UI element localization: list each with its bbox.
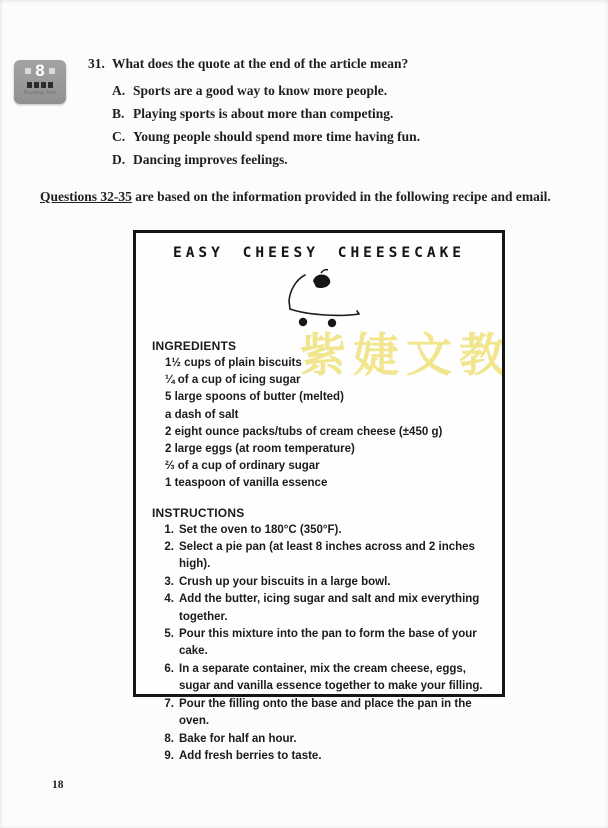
answer-option: [112, 102, 568, 125]
instruction-text: Select a pie pan (at least 8 inches across and 2 inches high).: [179, 541, 475, 571]
ingredient-item: 1½ cups of plain biscuits: [165, 357, 302, 369]
instruction-text: Pour the filling onto the base and place the pan in the oven.: [179, 697, 472, 728]
instruction-number: 9.: [164, 749, 174, 762]
instructions-list: [152, 522, 488, 766]
section-intro: [40, 182, 570, 211]
chapter-number: 8: [35, 61, 45, 80]
instruction-text: Crush up your biscuits in a large bowl.: [179, 575, 391, 588]
option-text: Sports are a good way to know more people.: [133, 83, 388, 98]
instruction-text: Pour this mixture into the pan to form the base of your cake.: [179, 628, 477, 658]
instruction-item: [158, 539, 488, 574]
ingredient-item: ¼ of a cup of icing sugar: [165, 374, 301, 387]
option-text: Playing sports is about more than competing.: [133, 106, 394, 121]
instruction-number: 4.: [164, 593, 174, 606]
instruction-number: 2.: [164, 541, 174, 554]
ingredient-item: 5 large spoons of butter (melted): [165, 391, 344, 404]
instruction-item: [158, 574, 488, 591]
intro-rest: are based on the information provided in the following recipe and email.: [131, 189, 551, 204]
instruction-item: [158, 661, 488, 696]
instruction-number: 7.: [164, 697, 174, 710]
instruction-number: 3.: [164, 575, 174, 588]
publisher-watermark: 紫婕文教: [300, 328, 512, 382]
instruction-text: Add fresh berries to taste.: [179, 749, 322, 762]
instruction-item: [158, 731, 488, 748]
answer-option: [112, 79, 568, 102]
instruction-item: [158, 626, 488, 661]
answer-options: [112, 79, 568, 171]
instruction-item: [158, 696, 488, 731]
instruction-number: 8.: [164, 732, 174, 745]
instruction-item: [158, 591, 488, 626]
recipe-title: EASY CHEESY CHEESECAKE: [172, 245, 466, 261]
instruction-number: 6.: [164, 662, 174, 675]
option-label: C.: [112, 129, 126, 144]
badge-subtitle: Reading Test: [23, 90, 57, 96]
option-label: D.: [112, 152, 126, 167]
answer-option: [112, 148, 568, 171]
instructions-header: INSTRUCTIONS: [152, 505, 245, 520]
option-label: A.: [112, 83, 126, 98]
question-number: 31.: [88, 56, 105, 71]
cheesecake-sketch-icon: [136, 265, 502, 335]
ingredient-item: 2 eight ounce packs/tubs of cream cheese (±450 g): [165, 425, 443, 438]
question-text: What does the quote at the end of the article mean?: [112, 56, 409, 71]
ingredients-header: INGREDIENTS: [152, 339, 237, 353]
option-text: Dancing improves feelings.: [133, 152, 288, 167]
badge-deco-left: [25, 68, 31, 74]
instruction-number: 1.: [164, 523, 174, 536]
option-label: B.: [112, 106, 125, 121]
instruction-item: [158, 522, 488, 539]
ingredient-item: ⅔ of a cup of ordinary sugar: [165, 460, 320, 473]
badge-deco-right: [49, 68, 55, 74]
chapter-badge: [14, 60, 66, 104]
questions-range: Questions 32-35: [40, 189, 132, 204]
instruction-text: Set the oven to 180°C (350°F).: [179, 523, 342, 536]
ingredient-item: a dash of salt: [165, 408, 239, 421]
badge-logo-glyphs: [14, 82, 66, 88]
page-number: 18: [52, 779, 64, 791]
instruction-text: Add the butter, icing sugar and salt and mix everything together.: [179, 593, 480, 623]
answer-option: [112, 125, 568, 148]
ingredients-list: [152, 355, 488, 493]
instruction-number: 5.: [164, 628, 174, 641]
option-text: Young people should spend more time having fun.: [133, 129, 421, 144]
ingredient-item: 1 teaspoon of vanilla essence: [165, 477, 328, 490]
recipe-card: [133, 230, 505, 762]
instruction-item: [158, 748, 488, 765]
instruction-text: In a separate container, mix the cream cheese, eggs, sugar and vanilla essence together to make your filling.: [179, 662, 483, 693]
instruction-text: Bake for half an hour.: [179, 732, 297, 745]
question-31: [88, 55, 568, 171]
ingredient-item: 2 large eggs (at room temperature): [165, 443, 355, 456]
